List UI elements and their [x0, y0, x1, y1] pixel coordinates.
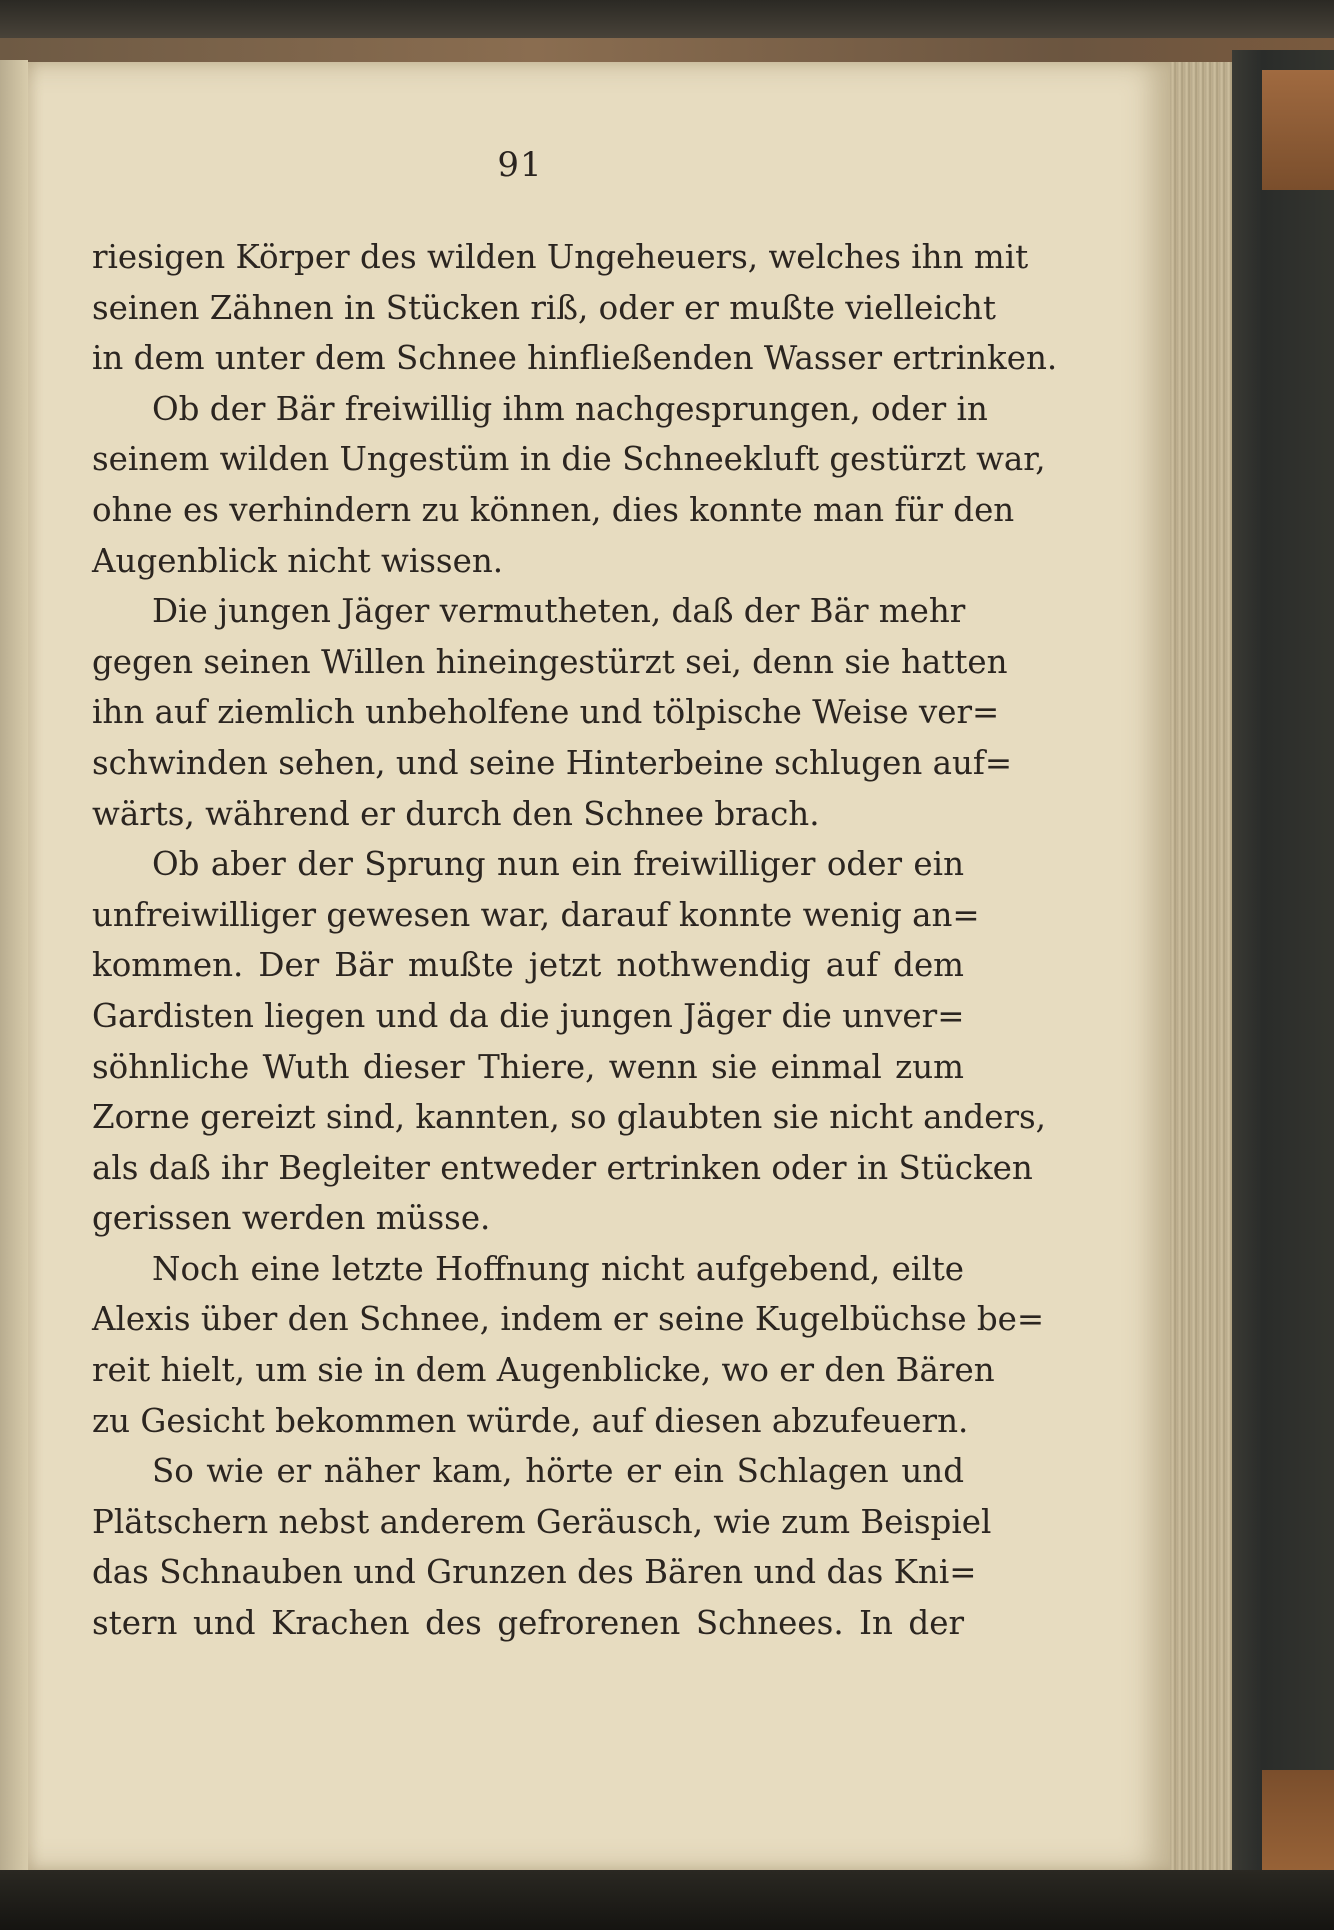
text-line: seinen Zähnen in Stücken riß, oder er mußte vielleicht: [92, 288, 996, 327]
text-line: in dem unter dem Schnee hinfließenden Wasser ertrinken.: [92, 339, 1058, 378]
text-line: reit hielt, um sie in dem Augenblicke, wo er den Bären: [92, 1351, 995, 1390]
page-number: 91: [497, 145, 543, 185]
text-line: stern und Krachen des gefrorenen Schnees. In der: [92, 1604, 964, 1643]
text-line: Noch eine letzte Hoffnung nicht aufgebend, eilte: [152, 1249, 964, 1288]
text-line: Die jungen Jäger vermutheten, daß der Bär mehr: [152, 592, 966, 631]
text-line: gegen seinen Willen hineingestürzt sei, denn sie hatten: [92, 642, 1008, 681]
text-line: Zorne gereizt sind, kannten, so glaubten sie nicht anders,: [92, 1098, 1047, 1137]
text-line: schwinden sehen, und seine Hinterbeine schlugen auf=: [92, 743, 1013, 782]
cover-corner-bottom: [1262, 1770, 1334, 1880]
text-line: gerissen werden müsse.: [92, 1199, 491, 1238]
text-line: ihn auf ziemlich unbeholfene und tölpische Weise ver=: [92, 693, 1000, 732]
text-line: seinem wilden Ungestüm in die Schneekluft gestürzt war,: [92, 440, 1046, 479]
text-line: als daß ihr Begleiter entweder ertrinken oder in Stücken: [92, 1148, 1033, 1187]
text-line: Plätschern nebst anderem Geräusch, wie zum Beispiel: [92, 1502, 992, 1541]
text-line: kommen. Der Bär mußte jetzt nothwendig auf dem: [92, 946, 964, 985]
text-line: Ob aber der Sprung nun ein freiwilliger oder ein: [152, 845, 964, 884]
page-text: [92, 232, 1058, 1649]
facing-page-edge: [0, 60, 28, 1870]
book-top-edge: [0, 38, 1334, 62]
text-line: Augenblick nicht wissen.: [92, 541, 504, 580]
text-line: Ob der Bär freiwillig ihm nachgesprungen, oder in: [152, 389, 988, 428]
text-line: Alexis über den Schnee, indem er seine Kugelbüchse be=: [92, 1300, 1045, 1339]
text-line: Gardisten liegen und da die jungen Jäger die unver=: [92, 996, 965, 1035]
text-line: zu Gesicht bekommen würde, auf diesen abzufeuern.: [92, 1401, 969, 1440]
page-stack-edges: [1170, 62, 1232, 1870]
book-top-background: [0, 0, 1334, 40]
text-line: söhnliche Wuth dieser Thiere, wenn sie einmal zum: [92, 1047, 964, 1086]
book-cover-right: [1232, 50, 1334, 1880]
text-line: ohne es verhindern zu können, dies konnte man für den: [92, 490, 1015, 529]
text-line: riesigen Körper des wilden Ungeheuers, welches ihn mit: [92, 238, 1029, 276]
text-line: So wie er näher kam, hörte er ein Schlagen und: [152, 1452, 964, 1491]
text-line: unfreiwilliger gewesen war, darauf konnte wenig an=: [92, 895, 980, 934]
text-line: das Schnauben und Grunzen des Bären und das Kni=: [92, 1553, 977, 1592]
book-bottom-background: [0, 1870, 1334, 1930]
cover-corner-top: [1262, 70, 1334, 190]
text-line: wärts, während er durch den Schnee brach.: [92, 794, 820, 833]
